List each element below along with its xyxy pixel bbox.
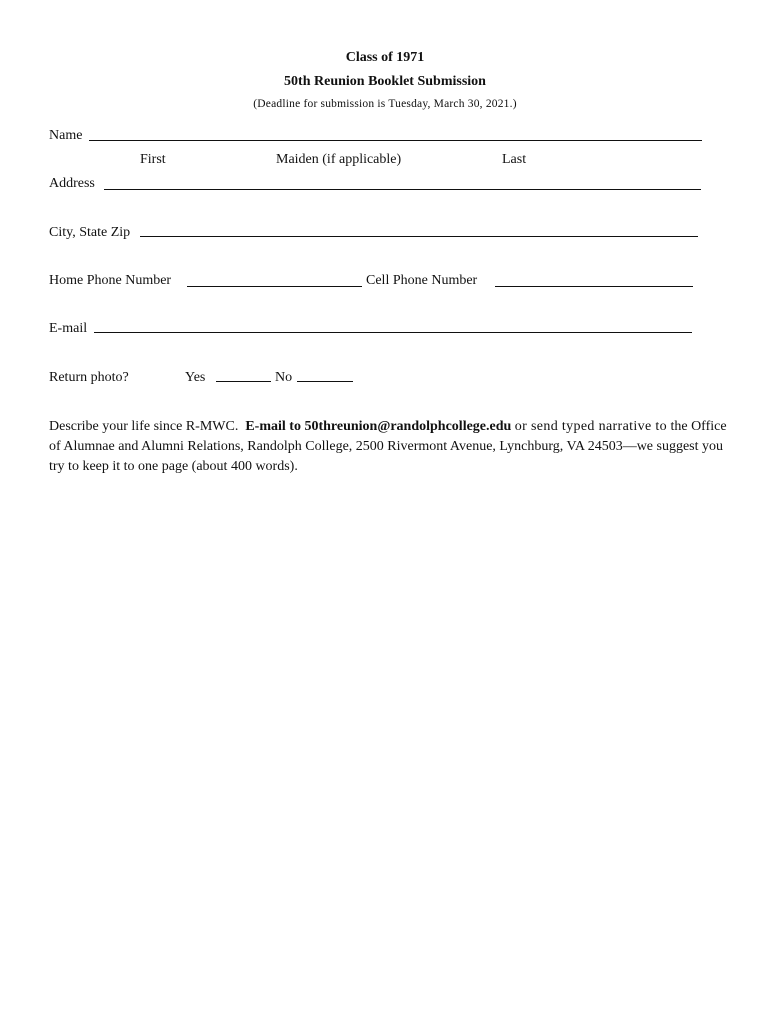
- return-photo-label: Return photo?: [49, 370, 129, 385]
- no-field[interactable]: [297, 363, 353, 381]
- instructions-mail-option: or send typed narrative to: [514, 419, 667, 434]
- no-label: No: [275, 370, 293, 385]
- email-label: E-mail: [49, 321, 88, 336]
- name-field[interactable]: [89, 122, 702, 140]
- maiden-name-caption: Maiden (if applicable): [276, 152, 402, 167]
- cell-phone-underline: [495, 286, 693, 287]
- home-phone-label: Home Phone Number: [49, 273, 172, 288]
- city-state-zip-field[interactable]: [140, 218, 698, 236]
- email-field[interactable]: [94, 314, 692, 332]
- form-subtitle: 50th Reunion Booklet Submission: [284, 74, 486, 89]
- city-state-zip-underline: [140, 236, 698, 237]
- email-underline: [94, 332, 692, 333]
- instructions-address: the Office of Alumnae and Alumni Relations, Randolph College, 2500 Rivermont Avenue, Lynchburg, VA 24503—we suggest you try to keep it to one page (about 400 words).: [49, 419, 727, 474]
- instructions-paragraph: [49, 417, 729, 477]
- deadline-note: (Deadline for submission is Tuesday, March 30, 2021.): [253, 98, 517, 110]
- yes-label: Yes: [185, 370, 206, 385]
- cell-phone-field[interactable]: [495, 268, 693, 286]
- cell-phone-label: Cell Phone Number: [366, 273, 478, 288]
- first-name-caption: First: [140, 152, 166, 167]
- address-field[interactable]: [104, 171, 701, 189]
- name-underline: [89, 140, 702, 141]
- home-phone-underline: [187, 286, 362, 287]
- last-name-caption: Last: [502, 152, 527, 167]
- home-phone-field[interactable]: [187, 268, 362, 286]
- form-title: Class of 1971: [345, 50, 425, 65]
- city-state-zip-label: City, State Zip: [49, 225, 131, 240]
- address-underline: [104, 189, 701, 190]
- instructions-email: E-mail to 50threunion@randolphcollege.edu: [245, 419, 512, 434]
- no-underline: [297, 381, 353, 382]
- instructions-intro: Describe your life since R-MWC.: [49, 419, 239, 434]
- address-label: Address: [49, 176, 95, 191]
- yes-underline: [216, 381, 271, 382]
- yes-field[interactable]: [216, 363, 271, 381]
- name-label: Name: [49, 128, 83, 143]
